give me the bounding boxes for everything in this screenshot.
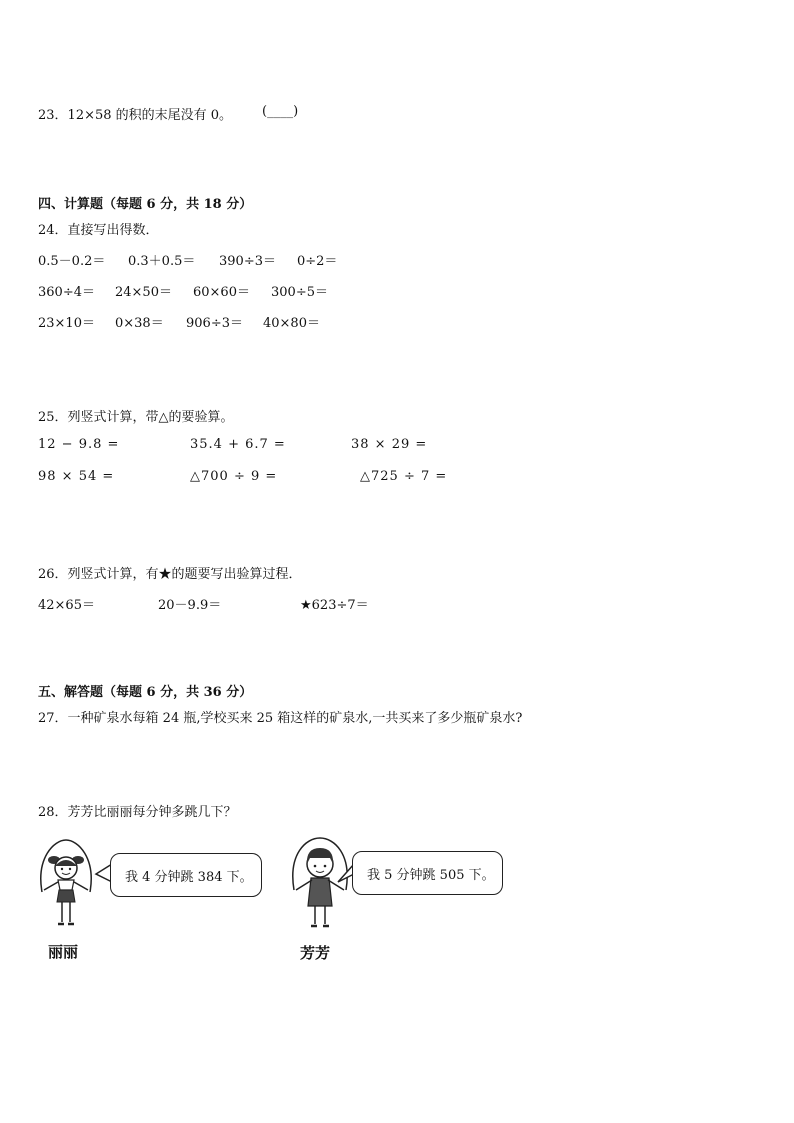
q24-item: 300÷5＝ [271, 285, 328, 300]
q24-item: 24×50＝ [115, 285, 172, 300]
q24-item: 390÷3＝ [219, 254, 276, 269]
fangfang-speech-text: 我 5 分钟跳 505 下。 [367, 867, 495, 883]
lili-jumping-rope-illustration [34, 838, 98, 938]
q24-item: 0.5－0.2＝ [38, 254, 106, 269]
q23-number: 23． [38, 108, 68, 123]
fangfang-jumping-rope-illustration [284, 836, 356, 940]
q24-item: 0.3＋0.5＝ [128, 254, 196, 269]
q24-prompt: 24．直接写出得数． [38, 223, 159, 238]
q27-text: 27．一种矿泉水每箱 24 瓶,学校买来 25 箱这样的矿泉水,一共买来了多少瓶矿泉水? [38, 711, 523, 726]
q25-prompt: 25．列竖式计算，带△的要验算。 [38, 410, 234, 425]
q25-item: 98 × 54 = [38, 469, 115, 484]
q25-item: 12 − 9.8 = [38, 437, 120, 452]
q26-item: 20－9.9＝ [158, 598, 222, 613]
lili-speech-text: 我 4 分钟跳 384 下。 [125, 869, 253, 885]
section5-title: 五、解答题（每题 6 分，共 36 分） [38, 685, 253, 700]
lili-speech-bubble [110, 853, 262, 897]
q23-answer-blank[interactable]: (____) [262, 104, 299, 119]
q28-text: 28．芳芳比丽丽每分钟多跳几下？ [38, 805, 237, 820]
q25-item: △725 ÷ 7 = [360, 469, 448, 484]
q26-prompt: 26．列竖式计算，有★的题要写出验算过程． [38, 567, 302, 582]
q25-item: 35.4 + 6.7 = [190, 437, 286, 452]
q26-item: ★623÷7＝ [300, 598, 369, 613]
fangfang-speech-bubble [352, 851, 503, 895]
q24-item: 40×80＝ [263, 316, 320, 331]
section4-title: 四、计算题（每题 6 分，共 18 分） [38, 197, 253, 212]
q26-item: 42×65＝ [38, 598, 95, 613]
q25-item: △700 ÷ 9 = [190, 469, 278, 484]
q24-item: 23×10＝ [38, 316, 95, 331]
q23-statement: 12×58 的积的末尾没有 0。 [67, 108, 233, 123]
q24-item: 906÷3＝ [186, 316, 243, 331]
fangfang-name: 芳芳 [300, 944, 331, 962]
q23-text [38, 104, 232, 123]
q24-item: 60×60＝ [193, 285, 250, 300]
q24-item: 0÷2＝ [297, 254, 338, 269]
q25-item: 38 × 29 = [351, 437, 428, 452]
q24-item: 360÷4＝ [38, 285, 95, 300]
q24-item: 0×38＝ [115, 316, 164, 331]
lili-name: 丽丽 [48, 943, 79, 961]
